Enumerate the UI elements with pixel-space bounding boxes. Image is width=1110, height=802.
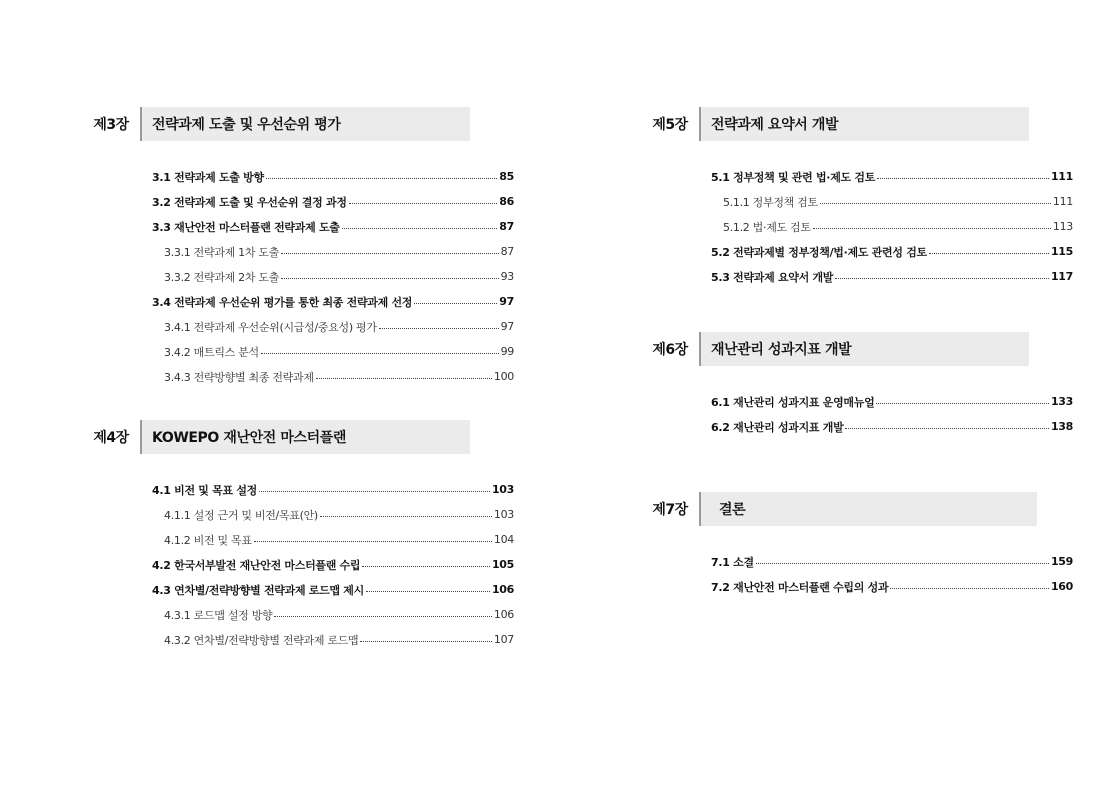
dot-leader — [349, 203, 498, 204]
toc-entry-label: 4.3.2 연차별/전략방향별 전략과제 로드맵 — [164, 633, 359, 647]
toc-entry-label: 5.3 전략과제 요약서 개발 — [711, 270, 834, 284]
dot-leader — [281, 278, 499, 279]
toc-entry[interactable] — [152, 264, 514, 289]
toc-entry-page: 87 — [500, 245, 514, 258]
toc-entry[interactable] — [711, 239, 1073, 264]
dot-leader — [876, 403, 1049, 404]
dot-leader — [320, 516, 492, 517]
dot-leader — [360, 641, 492, 642]
toc-entries — [711, 164, 1073, 289]
toc-entry-page: 133 — [1050, 395, 1073, 408]
dot-leader — [254, 541, 492, 542]
toc-entry-label: 6.1 재난관리 성과지표 운영매뉴얼 — [711, 395, 875, 409]
toc-entry-label: 4.3.1 로드맵 설정 방향 — [164, 608, 273, 622]
toc-entry[interactable] — [152, 477, 514, 502]
toc-entry-page: 93 — [500, 270, 514, 283]
toc-entry-label: 3.4.1 전략과제 우선순위(시급성/중요성) 평가 — [164, 320, 377, 334]
toc-entry-page: 103 — [493, 508, 514, 521]
toc-entry[interactable] — [152, 577, 514, 602]
toc-entry-page: 99 — [500, 345, 514, 358]
chapter-number: 제6장 — [652, 342, 688, 358]
chapter-header — [82, 420, 470, 454]
toc-entry-label: 5.1.2 법·제도 검토 — [723, 220, 811, 234]
toc-entry-page: 106 — [493, 608, 514, 621]
toc-entry[interactable] — [711, 189, 1073, 214]
dot-leader — [845, 428, 1049, 429]
toc-entry-page: 103 — [491, 483, 514, 496]
toc-entries — [711, 549, 1073, 599]
dot-leader — [342, 228, 498, 229]
toc-entry-page: 113 — [1052, 220, 1073, 233]
toc-entry-label: 4.2 한국서부발전 재난안전 마스터플랜 수립 — [152, 558, 361, 572]
toc-entry-page: 117 — [1050, 270, 1073, 283]
toc-entry[interactable] — [152, 627, 514, 652]
chapter-header — [641, 492, 1037, 526]
toc-entries — [152, 477, 514, 652]
chapter-header — [82, 107, 470, 141]
toc-entry-label: 6.2 재난관리 성과지표 개발 — [711, 420, 844, 434]
dot-leader — [366, 591, 490, 592]
toc-entry-label: 3.3 재난안전 마스터플랜 전략과제 도출 — [152, 220, 340, 234]
dot-leader — [835, 278, 1049, 279]
toc-entry-page: 85 — [499, 170, 514, 183]
toc-entries — [152, 164, 514, 389]
toc-entry-page: 86 — [499, 195, 514, 208]
toc-entry[interactable] — [152, 364, 514, 389]
toc-entry-label: 4.1.1 설정 근거 및 비전/목표(안) — [164, 508, 318, 522]
chapter-title: 재난관리 성과지표 개발 — [701, 332, 1029, 366]
dot-leader — [756, 563, 1049, 564]
toc-entry-label: 5.1.1 정부정책 검토 — [723, 195, 818, 209]
toc-entry-label: 4.3 연차별/전략방향별 전략과제 로드맵 제시 — [152, 583, 364, 597]
toc-entry[interactable] — [152, 339, 514, 364]
chapter-title: 전략과제 도출 및 우선순위 평가 — [142, 107, 470, 141]
chapter-header — [641, 332, 1029, 366]
toc-entry[interactable] — [711, 264, 1073, 289]
toc-entry-label: 3.3.1 전략과제 1차 도출 — [164, 245, 280, 259]
toc-entry[interactable] — [152, 527, 514, 552]
dot-leader — [813, 228, 1051, 229]
toc-entry[interactable] — [711, 389, 1073, 414]
dot-leader — [890, 588, 1049, 589]
toc-entry-page: 105 — [491, 558, 514, 571]
dot-leader — [281, 253, 499, 254]
toc-entry-page: 138 — [1050, 420, 1073, 433]
toc-entry-label: 3.4 전략과제 우선순위 평가를 통한 최종 전략과제 선정 — [152, 295, 413, 309]
dot-leader — [820, 203, 1051, 204]
toc-entry[interactable] — [152, 164, 514, 189]
toc-entry[interactable] — [152, 239, 514, 264]
toc-entry-page: 87 — [499, 220, 514, 233]
toc-entry-page: 107 — [493, 633, 514, 646]
toc-entry-page: 97 — [499, 295, 514, 308]
toc-entry[interactable] — [711, 214, 1073, 239]
toc-entries — [711, 389, 1073, 439]
dot-leader — [362, 566, 490, 567]
toc-entry[interactable] — [711, 414, 1073, 439]
toc-entry-page: 106 — [491, 583, 514, 596]
toc-entry[interactable] — [152, 214, 514, 239]
chapter-header — [641, 107, 1029, 141]
toc-entry[interactable] — [152, 502, 514, 527]
toc-entry-label: 5.1 정부정책 및 관련 법·제도 검토 — [711, 170, 876, 184]
toc-entry-label: 3.4.2 매트릭스 분석 — [164, 345, 259, 359]
chapter-title: 전략과제 요약서 개발 — [701, 107, 1029, 141]
toc-entry[interactable] — [152, 289, 514, 314]
toc-entry-page: 104 — [493, 533, 514, 546]
toc-entry-page: 111 — [1052, 195, 1073, 208]
dot-leader — [379, 328, 499, 329]
toc-entry-page: 111 — [1050, 170, 1073, 183]
toc-entry-page: 100 — [493, 370, 514, 383]
toc-entry-label: 7.2 재난안전 마스터플랜 수립의 성과 — [711, 580, 889, 594]
toc-entry-page: 160 — [1050, 580, 1073, 593]
toc-entry-label: 7.1 소결 — [711, 555, 754, 569]
dot-leader — [259, 491, 490, 492]
toc-entry[interactable] — [711, 574, 1073, 599]
dot-leader — [266, 178, 497, 179]
toc-entry-label: 3.2 전략과제 도출 및 우선순위 결정 과정 — [152, 195, 347, 209]
toc-entry[interactable] — [152, 602, 514, 627]
dot-leader — [274, 616, 492, 617]
chapter-title: 결론 — [701, 492, 1037, 526]
toc-entry-page: 115 — [1050, 245, 1073, 258]
chapter-number: 제4장 — [93, 430, 129, 446]
toc-entry-label: 3.4.3 전략방향별 최종 전략과제 — [164, 370, 314, 384]
chapter-number: 제7장 — [652, 502, 688, 518]
dot-leader — [929, 253, 1049, 254]
toc-entry[interactable] — [711, 164, 1073, 189]
dot-leader — [877, 178, 1049, 179]
toc-entry-label: 3.1 전략과제 도출 방향 — [152, 170, 264, 184]
toc-entry-label: 4.1 비전 및 목표 설정 — [152, 483, 257, 497]
toc-entry[interactable] — [152, 189, 514, 214]
toc-entry-page: 159 — [1050, 555, 1073, 568]
dot-leader — [414, 303, 497, 304]
chapter-number: 제3장 — [93, 117, 129, 133]
dot-leader — [261, 353, 499, 354]
toc-entry[interactable] — [152, 552, 514, 577]
toc-entry-page: 97 — [500, 320, 514, 333]
toc-entry[interactable] — [152, 314, 514, 339]
toc-entry-label: 5.2 전략과제별 정부정책/법·제도 관련성 검토 — [711, 245, 927, 259]
toc-entry[interactable] — [711, 549, 1073, 574]
toc-entry-label: 3.3.2 전략과제 2차 도출 — [164, 270, 280, 284]
toc-entry-label: 4.1.2 비전 및 목표 — [164, 533, 252, 547]
chapter-number: 제5장 — [652, 117, 688, 133]
chapter-title: KOWEPO 재난안전 마스터플랜 — [142, 420, 470, 454]
dot-leader — [316, 378, 492, 379]
